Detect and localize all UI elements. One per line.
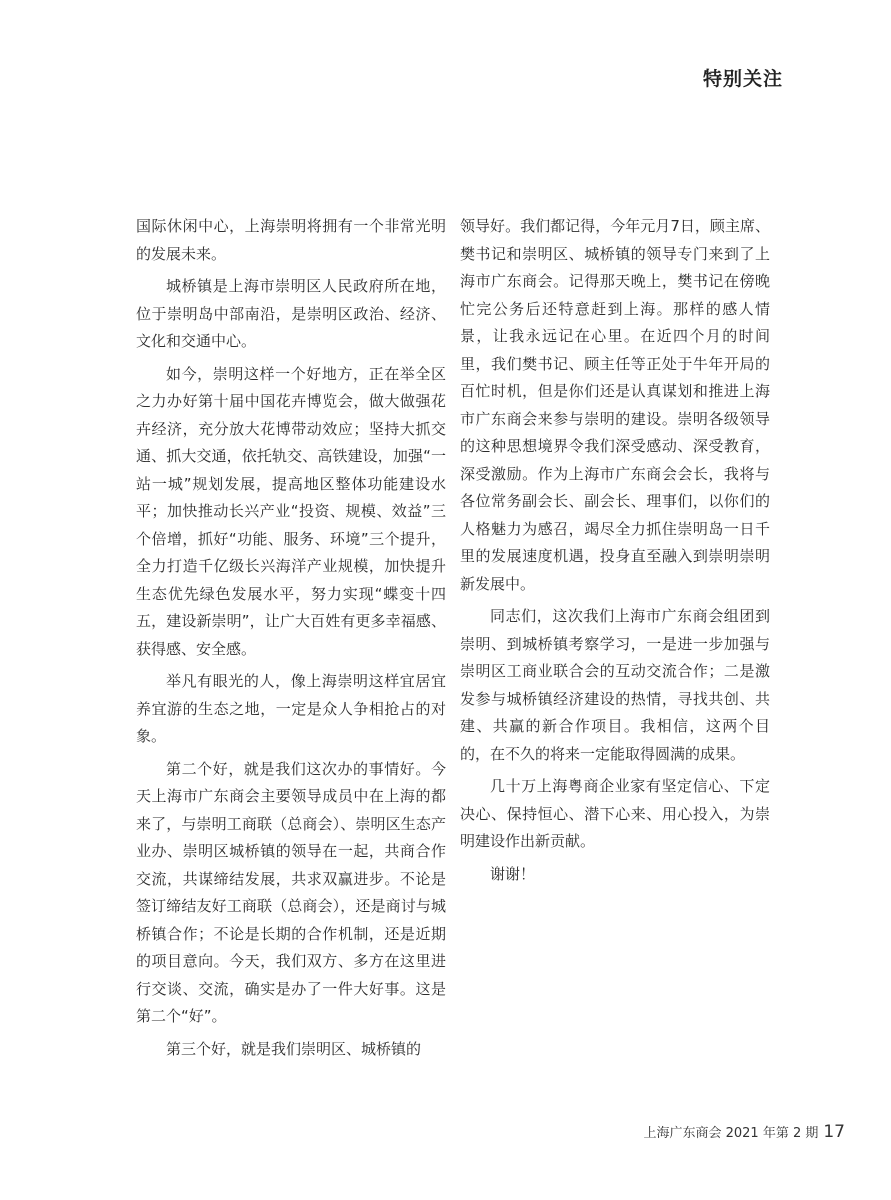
paragraph: 同志们，这次我们上海市广东商会组团到崇明、到城桥镇考察学习，一是进一步加强与崇明区工商业联合会的互动交流合作；二是激发参与城桥镇经济建设的热情，寻找共创、共建、共赢的新合作项目。我相信，这两个目的，在不久的将来一定能取得圆满的成果。 (460, 607, 770, 763)
publication-name: 上海广东商会 2021 年第 2 期 (643, 1126, 819, 1141)
section-title: 特别关注 (702, 68, 783, 90)
paragraph: 如今，崇明这样一个好地方，正在举全区之力办好第十届中国花卉博览会，做大做强花卉经济，充分放大花博带动效应；坚持大抓交通、抓大交通，依托轨交、高铁建设，加强“一站一城”规划发展，提高地区整体功能建设水平；加快推动长兴产业“投资、规模、效益”三个倍增，抓好“功能、服务、环境”三个提升，全力打造千亿级长兴海洋产业规模，加快提升生态优先绿色发展水平，努力实现“蝶变十四五，建设新崇明”，让广大百姓有更多幸福感、获得感、安全感。 (136, 364, 446, 658)
right-column (460, 213, 770, 893)
paragraph: 第二个好，就是我们这次办的事情好。今天上海市广东商会主要领导成员中在上海的都来了，与崇明工商联（总商会）、崇明区生态产业办、崇明区城桥镇的领导在一起，共商合作交流，共谋缔结发展，共求双赢进步。不论是签订缔结友好工商联（总商会），还是商讨与城桥镇合作；不论是长期的合作机制，还是近期的项目意向。今天，我们双方、多方在这里进行交谈、交流，确实是办了一件大好事。这是第二个“好”。 (136, 759, 446, 1025)
left-column (136, 213, 446, 1068)
page-number: 17 (823, 1122, 845, 1142)
paragraph: 第三个好，就是我们崇明区、城桥镇的 (166, 1039, 422, 1058)
paragraph: 城桥镇是上海市崇明区人民政府所在地，位于崇明岛中部南沿，是崇明区政治、经济、文化和交通中心。 (136, 277, 446, 350)
paragraph: 几十万上海粤商企业家有坚定信心、下定决心、保持恒心、潜下心来、用心投入，为崇明建设作出新贡献。 (460, 777, 770, 850)
paragraph: 领导好。我们都记得，今年元月7日，顾主席、樊书记和崇明区、城桥镇的领导专门来到了上海市广东商会。记得那天晚上，樊书记在傍晚忙完公务后还特意赶到上海。那样的感人情景，让我永远记在心里。在近四个月的时间里，我们樊书记、顾主任等正处于牛年开局的百忙时机，但是你们还是认真谋划和推进上海市广东商会来参与崇明的建设。崇明各级领导的这种思想境界令我们深受感动、深受教育，深受激励。作为上海市广东商会会长，我将与各位常务副会长、副会长、理事们，以你们的人格魅力为感召，竭尽全力抓住崇明岛一日千里的发展速度机遇，投身直至融入到崇明崇明新发展中。 (460, 217, 770, 593)
paragraph: 谢谢！ (490, 864, 536, 883)
paragraph: 举凡有眼光的人，像上海崇明这样宜居宜养宜游的生态之地，一定是众人争相抢占的对象。 (136, 672, 446, 745)
page-footer (643, 1122, 845, 1142)
paragraph: 国际休闲中心，上海崇明将拥有一个非常光明的发展未来。 (136, 217, 446, 263)
